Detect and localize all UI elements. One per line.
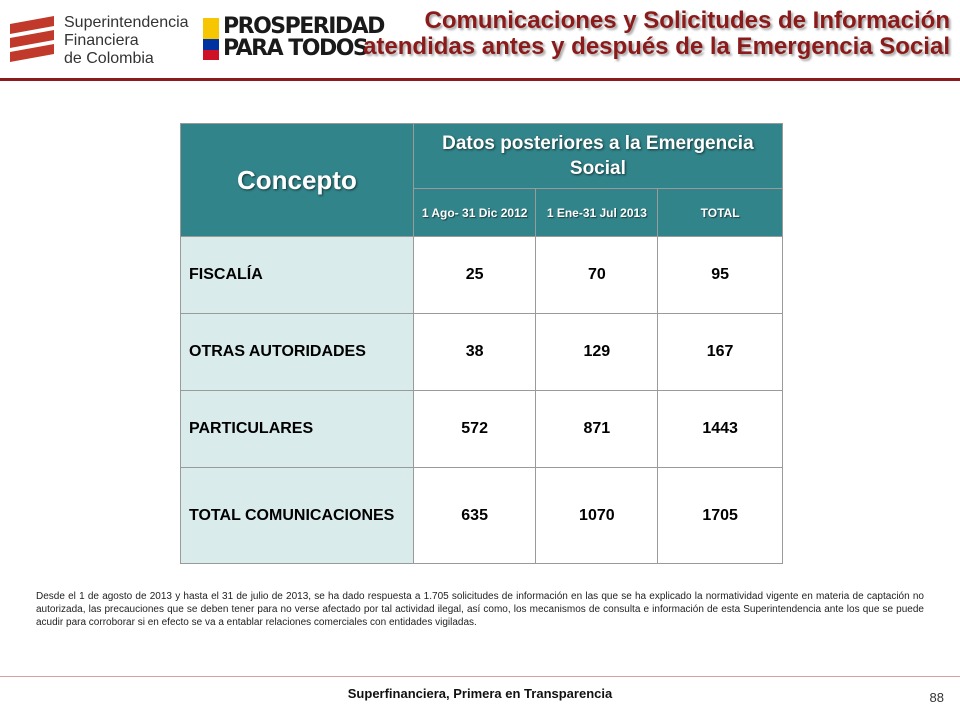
page-number: 88 bbox=[929, 690, 944, 705]
cell-period-1: 38 bbox=[413, 314, 536, 391]
header-divider bbox=[0, 78, 960, 81]
prosperidad-logo-text: PROSPERIDAD PARA TODOS bbox=[223, 14, 384, 61]
prosperidad-logo bbox=[203, 14, 384, 64]
title-line-2: atendidas antes y después de la Emergencia Social bbox=[363, 33, 950, 60]
sub-header-total: TOTAL bbox=[658, 189, 783, 237]
communications-table bbox=[180, 123, 783, 564]
cell-period-1: 572 bbox=[413, 391, 536, 468]
cell-total: 167 bbox=[658, 314, 783, 391]
sfc-logo bbox=[6, 6, 189, 72]
cell-total: 1443 bbox=[658, 391, 783, 468]
title-line-1: Comunicaciones y Solicitudes de Información bbox=[424, 7, 950, 34]
cell-total: 95 bbox=[658, 237, 783, 314]
sfc-emblem-icon bbox=[6, 12, 58, 64]
cell-period-2: 871 bbox=[536, 391, 658, 468]
cell-period-1: 635 bbox=[413, 468, 536, 564]
cell-period-2: 1070 bbox=[536, 468, 658, 564]
cell-period-1: 25 bbox=[413, 237, 536, 314]
footer-divider bbox=[0, 676, 960, 677]
sfc-logo-text: Superintendencia Financiera de Colombia bbox=[64, 14, 189, 67]
table-row bbox=[181, 237, 783, 314]
concept-header: Concepto bbox=[181, 124, 414, 237]
footnote-text: Desde el 1 de agosto de 2013 y hasta el 31 de julio de 2013, se ha dado respuesta a 1.705 solicitudes de información en las que se ha explicado la normatividad vigente en materia de captación no autorizada, las precauciones que se deben tener para no verse afectado por tal actividad ilegal, así como, los mecanismos de consulta e información de esta Superintendencia ante los que se puede acudir para corroborar si en efecto se va a entablar relaciones comerciales con entidades vigiladas. bbox=[36, 591, 924, 628]
row-label: FISCALÍA bbox=[181, 237, 414, 314]
page-title bbox=[350, 8, 950, 60]
row-label: TOTAL COMUNICACIONES bbox=[181, 468, 414, 564]
row-label: PARTICULARES bbox=[181, 391, 414, 468]
table-row bbox=[181, 314, 783, 391]
cell-period-2: 70 bbox=[536, 237, 658, 314]
row-label: OTRAS AUTORIDADES bbox=[181, 314, 414, 391]
cell-period-2: 129 bbox=[536, 314, 658, 391]
colombia-flag-icon bbox=[203, 18, 219, 60]
table-row-total bbox=[181, 468, 783, 564]
table-row bbox=[181, 391, 783, 468]
footer-slogan: Superfinanciera, Primera en Transparencia bbox=[347, 686, 613, 701]
cell-total: 1705 bbox=[658, 468, 783, 564]
sub-header-period-2: 1 Ene-31 Jul 2013 bbox=[536, 189, 658, 237]
sub-header-period-1: 1 Ago- 31 Dic 2012 bbox=[413, 189, 536, 237]
group-header: Datos posteriores a la Emergencia Social bbox=[413, 124, 782, 189]
